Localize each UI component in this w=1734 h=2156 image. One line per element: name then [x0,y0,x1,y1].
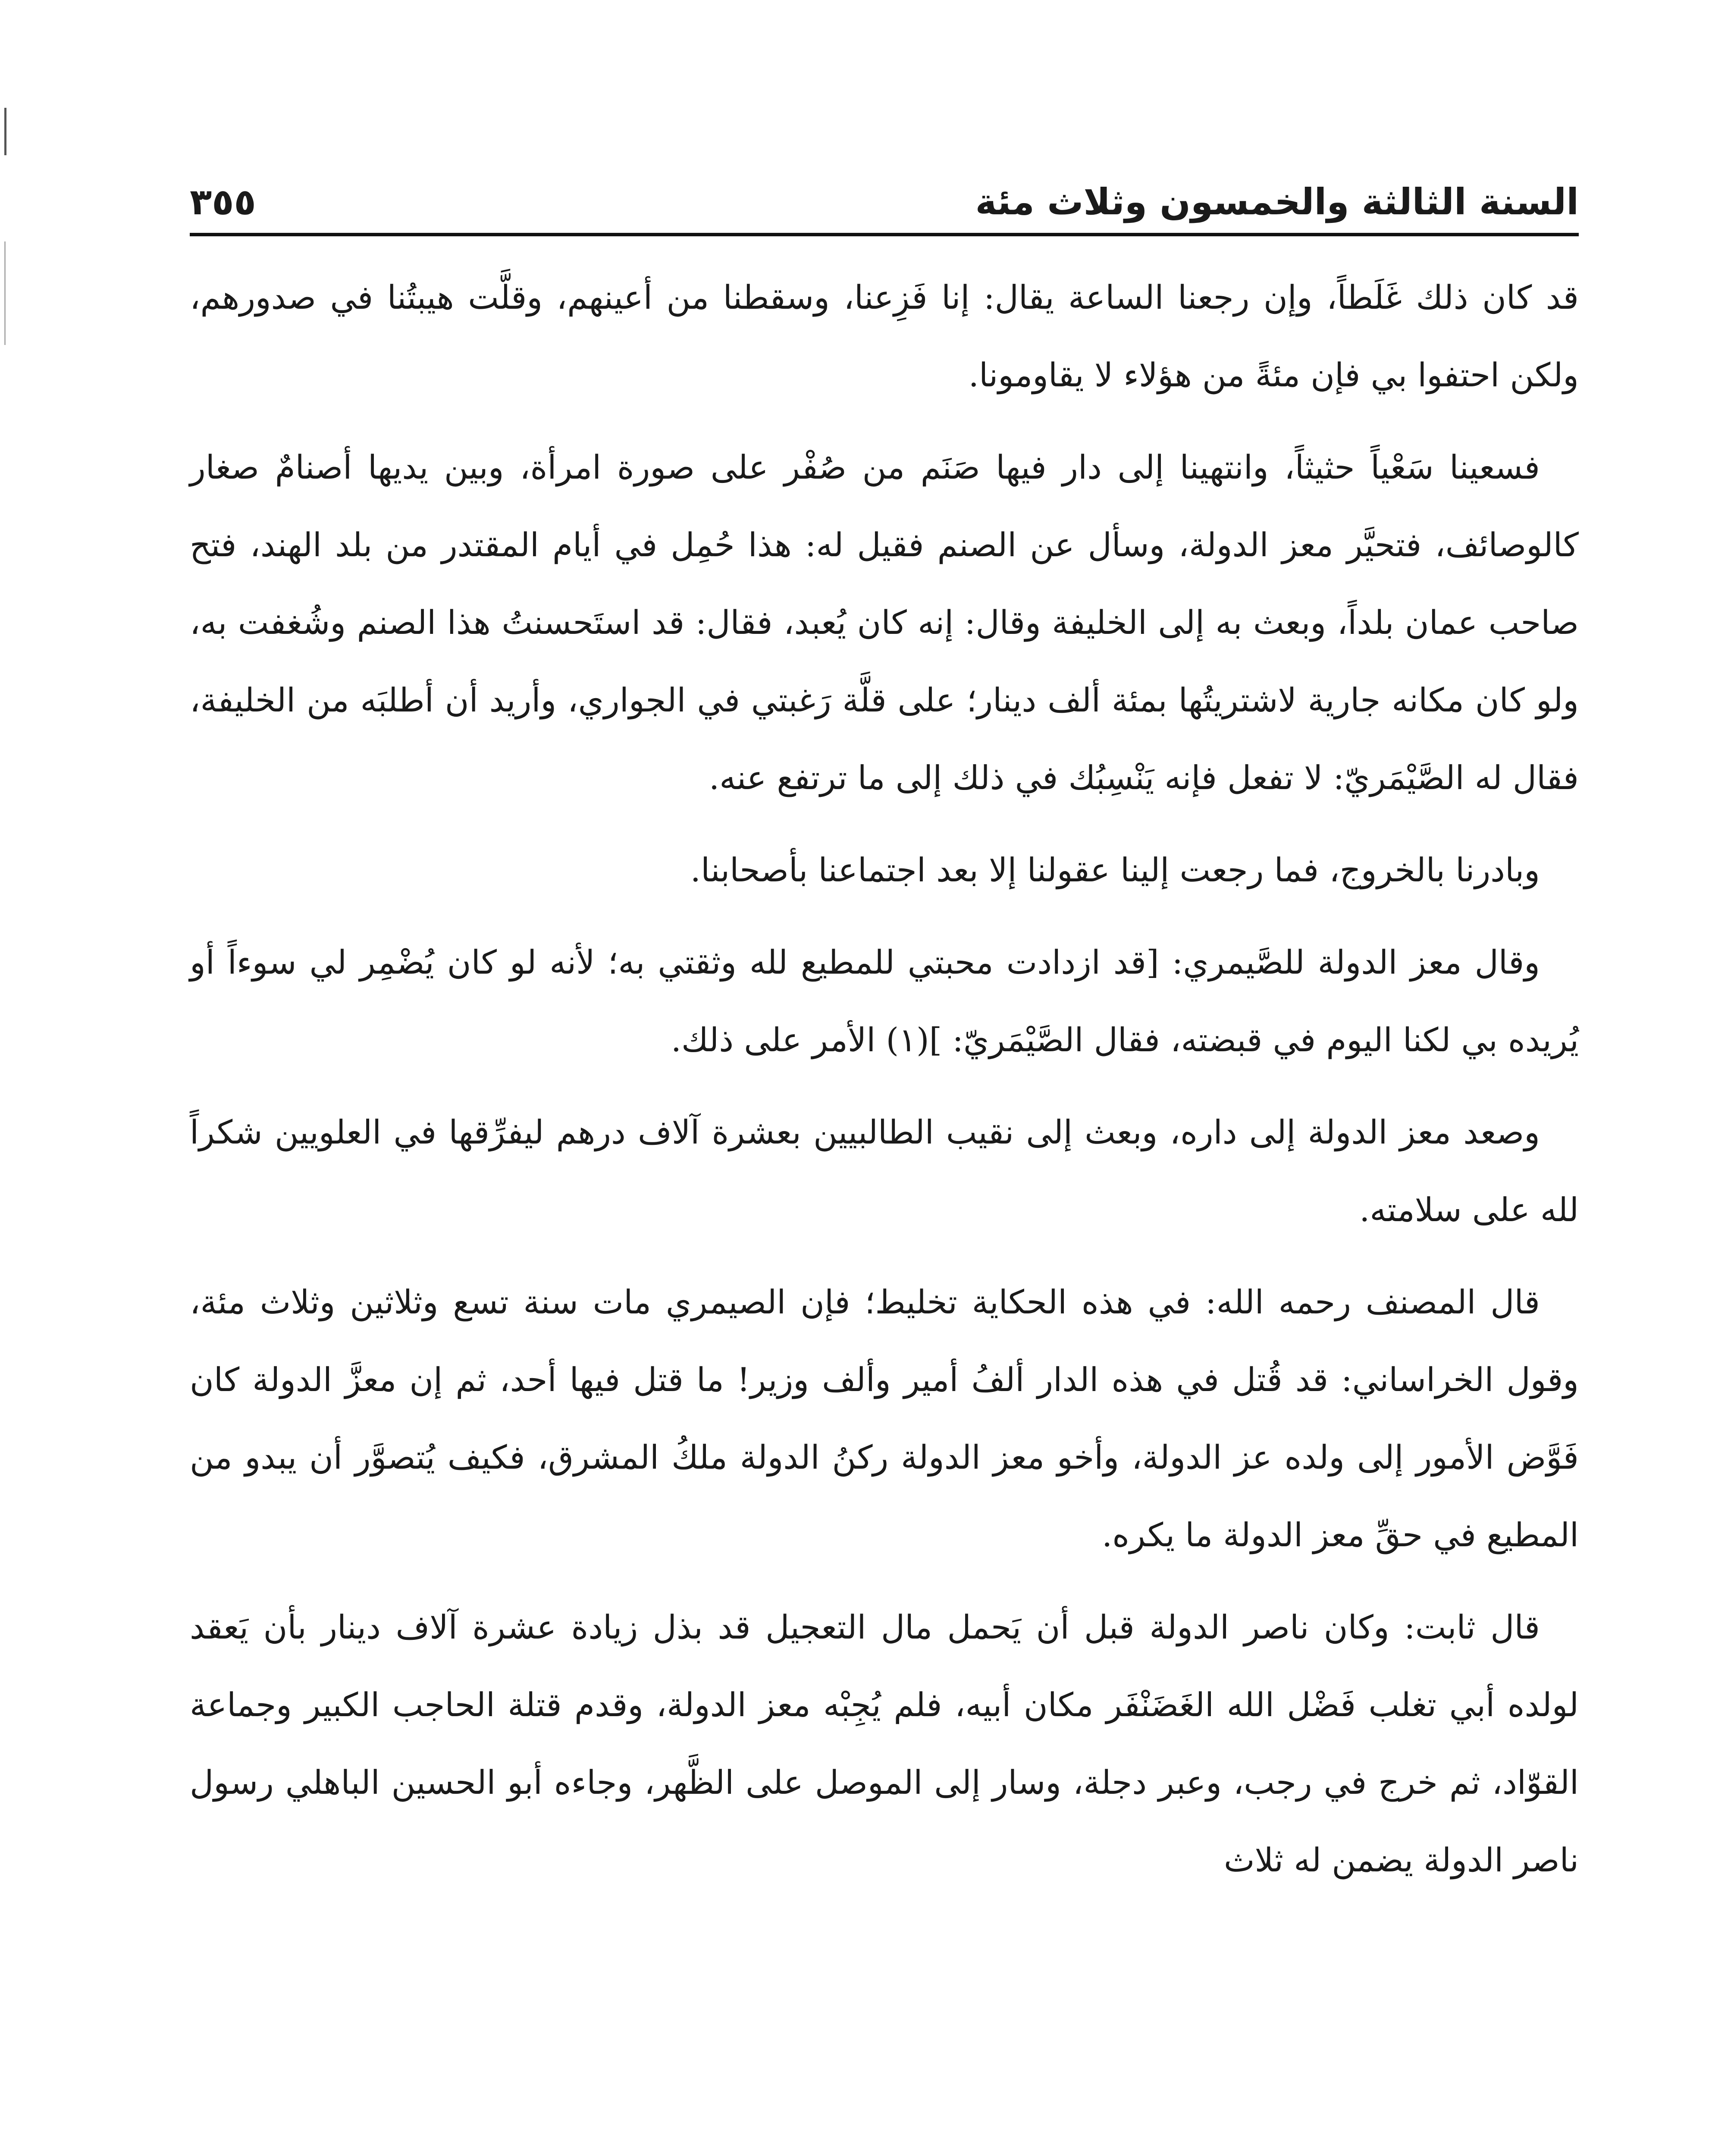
paragraph: قد كان ذلك غَلَطاً، وإن رجعنا الساعة يقال: إنا فَزِعنا، وسقطنا من أعينهم، وقلَّت هيبتُنا في صدورهم، ولكن احتفوا بي فإن مئةً من هؤلاء لا يقاومونا. [190,278,1579,394]
scan-margin-mark [4,241,6,345]
header-rule [190,233,1579,236]
running-title: السنة الثالثة والخمسون وثلاث مئة [975,181,1579,223]
paragraph: وقال معز الدولة للصَّيمري: [قد ازدادت محبتي للمطيع لله وثقتي به؛ لأنه لو كان يُضْمِر لي سوءاً أو يُريده بي لكنا اليوم في قبضته، فقال الصَّيْمَريّ: ](١) الأمر على ذلك. [190,943,1579,1059]
paragraph: فسعينا سَعْياً حثيثاً، وانتهينا إلى دار فيها صَنَم من صُفْر على صورة امرأة، وبين يديها أصنامٌ صغار كالوصائف، فتحيَّر معز الدولة، وسأل عن الصنم فقيل له: هذا حُمِل في أيام المقتدر من بلد الهند، فتح صاحب عمان بلداً، وبعث به إلى الخليفة وقال: إنه كان يُعبد، فقال: قد استَحسنتُ هذا الصنم وشُغفت به، ولو كان مكانه جارية لاشتريتُها بمئة ألف دينار؛ على قلَّة رَغبتي في الجواري، وأريد أن أطلبَه من الخليفة، فقال له الصَّيْمَريّ: لا تفعل فإنه يَنْسِبُك في ذلك إلى ما ترتفع عنه. [190,448,1579,797]
scan-margin-mark [4,108,6,155]
page-number: ٣٥٥ [190,181,256,223]
paragraph: وصعد معز الدولة إلى داره، وبعث إلى نقيب الطالبيين بعشرة آلاف درهم ليفرِّقها في العلويين شكراً لله على سلامته. [190,1113,1579,1229]
main-text [190,259,1579,1914]
paragraph: قال ثابت: وكان ناصر الدولة قبل أن يَحمل مال التعجيل قد بذل زيادة عشرة آلاف دينار بأن يَعقد لولده أبي تغلب فَضْل الله الغَضَنْفَر مكان أبيه، فلم يُجِبْه معز الدولة، وقدم قتلة الحاجب الكبير وجماعة القوّاد، ثم خرج في رجب، وعبر دجلة، وسار إلى الموصل على الظَّهر، وجاءه أبو الحسين الباهلي رسول ناصر الدولة يضمن له ثلاث [190,1608,1579,1879]
paragraph: قال المصنف رحمه الله: في هذه الحكاية تخليط؛ فإن الصيمري مات سنة تسع وثلاثين وثلاث مئة، وقول الخراساني: قد قُتل في هذه الدار ألفُ أمير وألف وزير! ما قتل فيها أحد، ثم إن معزَّ الدولة كان فَوَّض الأمور إلى ولده عز الدولة، وأخو معز الدولة ركنُ الدولة ملكُ المشرق، فكيف يُتصوَّر أن يبدو من المطيع في حقِّ معز الدولة ما يكره. [190,1283,1579,1554]
paragraph: وبادرنا بالخروج، فما رجعت إلينا عقولنا إلا بعد اجتماعنا بأصحابنا. [690,851,1540,889]
running-header [190,155,1579,229]
